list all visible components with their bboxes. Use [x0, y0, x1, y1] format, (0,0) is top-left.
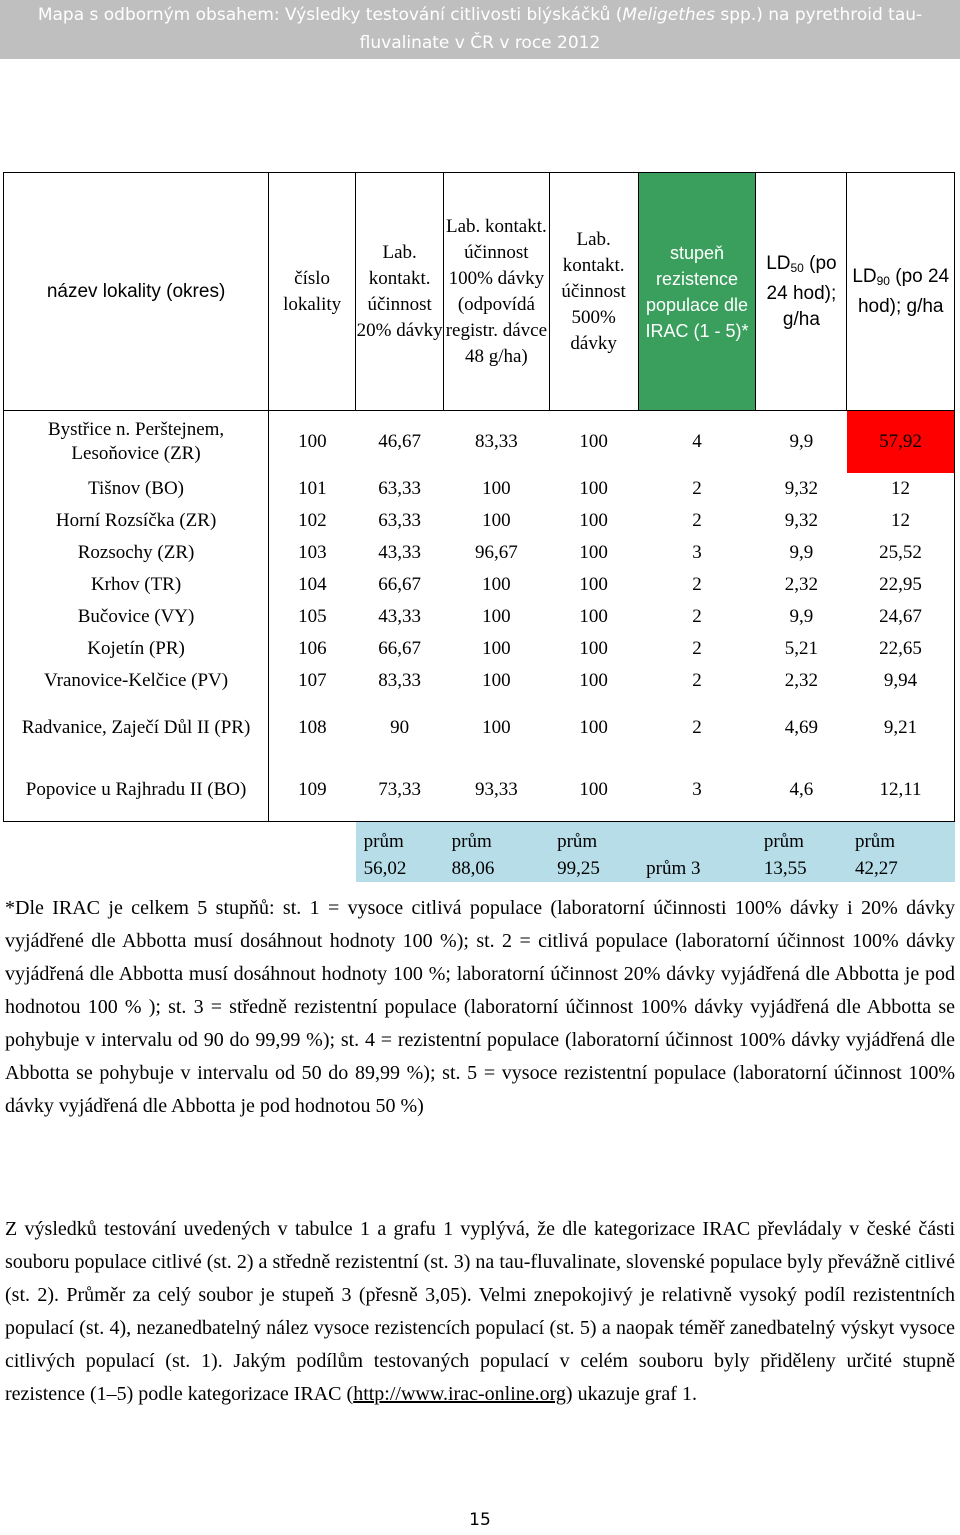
table-row — [4, 411, 955, 474]
eff500-value: 100 — [579, 670, 608, 691]
header-ld50: $LD_{50}$ (po 24 hod); g/ha — [756, 173, 847, 411]
location-name: Rozsochy (ZR) — [4, 537, 269, 569]
ld90-value: 25,52 — [847, 537, 955, 569]
ld90-value: 22,65 — [847, 633, 955, 665]
ld50-value: 9,32 — [784, 478, 819, 499]
avg-ld50: prům 13,55 — [756, 822, 847, 883]
table-row — [4, 697, 955, 759]
avg-eff100: prům 88,06 — [444, 822, 549, 883]
table-header-row — [4, 173, 955, 411]
avg-ld90: prům 42,27 — [847, 822, 955, 883]
location-number: 107 — [298, 670, 327, 691]
eff500-value: 100 — [579, 606, 608, 627]
eff20-value: 66,67 — [378, 638, 422, 659]
table-row — [4, 665, 955, 697]
ld50-value: 4,69 — [784, 717, 819, 738]
eff100-value: 100 — [482, 717, 511, 738]
header-name: název lokality (okres) — [4, 173, 269, 411]
eff500-value: 100 — [579, 542, 608, 563]
table-row — [4, 473, 955, 505]
avg-resistance-level: prům 3 — [638, 822, 756, 883]
location-name: Kojetín (PR) — [4, 633, 269, 665]
location-number: 104 — [298, 574, 327, 595]
location-number: 101 — [298, 478, 327, 499]
ld90-value: 9,21 — [847, 697, 955, 759]
ld90-value: 22,95 — [847, 569, 955, 601]
eff500-value: 100 — [579, 478, 608, 499]
location-number: 103 — [298, 542, 327, 563]
resistance-level-value: 2 — [692, 606, 702, 627]
ld50-value: 2,32 — [784, 574, 819, 595]
page-header — [0, 0, 960, 59]
location-number: 109 — [298, 779, 327, 800]
ld50-value: 9,9 — [789, 542, 814, 563]
avg-eff20: prům 56,02 — [356, 822, 444, 883]
eff20-value: 66,67 — [378, 574, 422, 595]
location-name: Popovice u Rajhradu II (BO) — [4, 759, 269, 822]
header-eff500: Lab. kontakt. účinnost 500% dávky — [549, 173, 638, 411]
conclusion-paragraph: Z výsledků testování uvedených v tabulce 1 a grafu 1 vyplývá, že dle kategorizace IRAC převládaly v české části souboru populace citlivé (st. 2) a středně rezistentní (st. 3) na tau-fluvalinate, slovenské populace byly převážně citlivé (st. 2). Průměr za celý soubor je stupeň 3 (přesně 3,05). Velmi znepokojivý je relativně vysoký podíl rezistentních populací (st. 4), nezanedbatelný nález vysoce rezistencích populací (st. 5) a naopak téměř zanedbatelný výskyt vysoce citlivých populací (st. 1). Jakým podílům testovaných populací v celém souboru byly přiděleny určité stupně rezistence (1–5) podle kategorizace IRAC (http://www.irac-online.org) ukazuje graf 1. — [5, 1218, 955, 1405]
eff20-value: 43,33 — [378, 542, 422, 563]
location-number: 106 — [298, 638, 327, 659]
header-line-1: Mapa s odborným obsahem: Výsledky testování citlivosti blýskáčků (Meligethes spp.) na pyrethroid tau- — [37, 5, 923, 25]
eff20-value: 63,33 — [378, 510, 422, 531]
ld50-value: 5,21 — [784, 638, 819, 659]
footnote-irac: *Dle IRAC je celkem 5 stupňů: st. 1 = vysoce citlivá populace (laboratorní účinnosti 100% dávky i 20% dávky vyjádřené dle Abbotta musí dosáhnout hodnoty 100 %); st. 2 = citlivá populace (laboratorní účinnost 100% dávky vyjádřená dle Abbotta musí dosáhnout hodnoty 100 %; laboratorní účinnost 20% dávky vyjádřená dle Abbotta je pod hodnotou 100 % ); st. 3 = středně rezistentní populace (laboratorní účinnost 100% dávky vyjádřená dle Abbotta se pohybuje v intervalu od 90 do 99,99 %); st. 4 = rezistentní populace (laboratorní účinnost 100% dávky vyjádřená dle Abbotta se pohybuje v intervalu od 50 do 89,99 %); st. 5 = vysoce rezistentní populace (laboratorní účinnost 100% dávky vyjádřená dle Abbotta je pod hodnotou 50 %) — [5, 897, 955, 1117]
resistance-level-value: 4 — [692, 431, 702, 452]
eff100-value: 100 — [482, 478, 511, 499]
header-eff20: Lab. kontakt. účinnost 20% dávky — [356, 173, 444, 411]
eff20-value: 43,33 — [378, 606, 422, 627]
resistance-level-value: 2 — [692, 638, 702, 659]
eff100-value: 100 — [482, 670, 511, 691]
table-row — [4, 537, 955, 569]
eff100-value: 100 — [482, 510, 511, 531]
location-name: Bystřice n. Perštejnem, Lesoňovice (ZR) — [4, 411, 269, 474]
ld90-value: 12 — [847, 505, 955, 537]
ld90-value: 12,11 — [847, 759, 955, 822]
eff500-value: 100 — [579, 717, 608, 738]
location-name: Horní Rozsíčka (ZR) — [4, 505, 269, 537]
table-row — [4, 633, 955, 665]
eff20-value: 63,33 — [378, 478, 422, 499]
header-line-2: fluvalinate v ČR v roce 2012 — [359, 33, 601, 53]
location-name: Krhov (TR) — [4, 569, 269, 601]
eff100-value: 100 — [482, 574, 511, 595]
results-table — [3, 172, 955, 882]
eff100-value: 100 — [482, 638, 511, 659]
location-name: Bučovice (VY) — [4, 601, 269, 633]
average-row — [4, 822, 955, 883]
header-ld90: $LD_{90}$ (po 24 hod); g/ha — [847, 173, 955, 411]
header-resistance-level: stupeň rezistence populace dle IRAC (1 - 5)* — [638, 173, 756, 411]
page-number: 15 — [469, 1510, 491, 1530]
location-name: Radvanice, Zaječí Důl II (PR) — [4, 697, 269, 759]
resistance-level-value: 3 — [692, 779, 702, 800]
eff100-value: 83,33 — [475, 431, 518, 452]
resistance-level-value: 2 — [692, 717, 702, 738]
ld50-value: 9,9 — [789, 431, 814, 452]
ld50-value: 9,9 — [789, 606, 814, 627]
avg-eff500: prům 99,25 — [549, 822, 638, 883]
eff500-value: 100 — [579, 574, 608, 595]
irac-link[interactable]: http://www.irac-online.org — [353, 1383, 566, 1405]
eff100-value: 100 — [482, 606, 511, 627]
table-row — [4, 601, 955, 633]
ld50-value: 9,32 — [784, 510, 819, 531]
ld50-value: 2,32 — [784, 670, 819, 691]
eff500-value: 100 — [579, 510, 608, 531]
resistance-level-value: 3 — [692, 542, 702, 563]
eff100-value: 96,67 — [475, 542, 518, 563]
eff100-value: 93,33 — [475, 779, 518, 800]
ld90-value: 12 — [847, 473, 955, 505]
table-row — [4, 505, 955, 537]
resistance-level-value: 2 — [692, 574, 702, 595]
location-number: 100 — [298, 431, 327, 452]
eff20-value: 90 — [390, 717, 410, 738]
table-row — [4, 569, 955, 601]
eff500-value: 100 — [579, 779, 608, 800]
resistance-level-value: 2 — [692, 478, 702, 499]
location-name: Vranovice-Kelčice (PV) — [4, 665, 269, 697]
ld90-value: 24,67 — [847, 601, 955, 633]
table-row — [4, 759, 955, 822]
eff20-value: 83,33 — [378, 670, 422, 691]
ld90-value: 57,92 — [847, 411, 955, 474]
location-name: Tišnov (BO) — [4, 473, 269, 505]
ld50-value: 4,6 — [789, 779, 814, 800]
resistance-level-value: 2 — [692, 670, 702, 691]
header-eff100: Lab. kontakt. účinnost 100% dávky (odpovídá registr. dávce 48 g/ha) — [444, 173, 549, 411]
header-number: číslo lokality — [269, 173, 356, 411]
location-number: 102 — [298, 510, 327, 531]
eff500-value: 100 — [579, 638, 608, 659]
ld90-value: 9,94 — [847, 665, 955, 697]
resistance-level-value: 2 — [692, 510, 702, 531]
eff20-value: 46,67 — [378, 431, 422, 452]
eff20-value: 73,33 — [378, 779, 422, 800]
location-number: 108 — [298, 717, 327, 738]
table-body — [4, 411, 955, 822]
location-number: 105 — [298, 606, 327, 627]
eff500-value: 100 — [579, 431, 608, 452]
